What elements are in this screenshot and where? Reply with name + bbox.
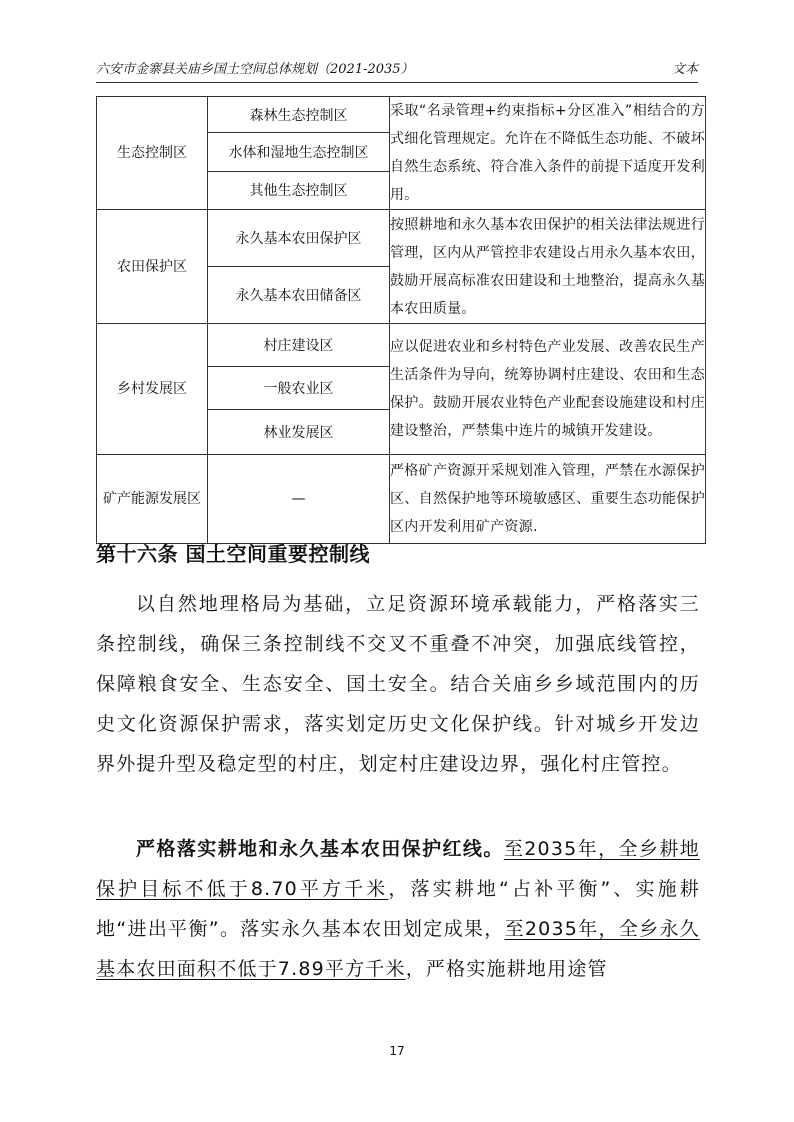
page-number: 17 [389, 1044, 405, 1058]
sub-zone: 村庄建设区 [208, 324, 390, 367]
header-title: 六安市金寨县关庙乡国土空间总体规划（2021-2035） [96, 62, 414, 77]
header-label: 文本 [671, 62, 698, 77]
sub-zone: 水体和湿地生态控制区 [208, 133, 390, 171]
zone-description: 按照耕地和永久基本农田保护的相关法律法规进行管理，区内从严管控非农建设占用永久基本农田，鼓励开展高标准农田建设和土地整治，提高永久基本农田质量。 [390, 210, 706, 324]
table-row [97, 455, 706, 544]
sub-zone: 一般农业区 [208, 367, 390, 410]
zone-name: 乡村发展区 [97, 324, 208, 455]
sub-zone: 林业发展区 [208, 410, 390, 455]
header-divider [96, 82, 698, 83]
sub-zone: 永久基本农田储备区 [208, 267, 390, 324]
zone-name: 农田保护区 [97, 210, 208, 324]
zone-name: 矿产能源发展区 [97, 455, 208, 544]
zone-table [96, 96, 706, 544]
farmland-text: ，落实耕地“占补平衡”、实施耕地“进出平衡”。落实永久基本农田划定成果， [96, 878, 701, 940]
section-heading: 第十六条 国土空间重要控制线 [96, 542, 370, 566]
sub-zone: 其他生态控制区 [208, 171, 390, 209]
table-row [97, 97, 706, 133]
basic-farmland-target: 至2035年，全乡永久基本农田面积不低于7.89平方千米 [96, 918, 701, 980]
page-header [96, 58, 698, 78]
zone-description: 采取“名录管理+约束指标+分区准入”相结合的方式细化管理规定。允许在不降低生态功能、不破坏自然生态系统、符合准入条件的前提下适度开发利用。 [390, 97, 706, 210]
table-row [97, 210, 706, 267]
sub-zone: 森林生态控制区 [208, 97, 390, 133]
zone-description: 应以促进农业和乡村特色产业发展、改善农民生产生活条件为导向，统筹协调村庄建设、农田和生态保护。鼓励开展农业特色产业配套设施建设和村庄建设整治，严禁集中连片的城镇开发建设。 [390, 324, 706, 455]
table-row [97, 324, 706, 367]
zone-name: 生态控制区 [97, 97, 208, 210]
paragraph-control-lines: 以自然地理格局为基础，立足资源环境承载能力，严格落实三条控制线，确保三条控制线不交叉不重叠不冲突，加强底线管控，保障粮食安全、生态安全、国土安全。结合关庙乡乡域范围内的历史文化资源保护需求，落实划定历史文化保护线。针对城乡开发边界外提升型及稳定型的村庄，划定村庄建设边界，强化村庄管控。 [96, 593, 700, 775]
paragraph-farmland [96, 829, 700, 989]
sub-zone: 永久基本农田保护区 [208, 210, 390, 267]
zone-description: 严格矿产资源开采规划准入管理，严禁在水源保护区、自然保护地等环境敏感区、重要生态功能保护区内开发利用矿产资源. [390, 455, 706, 544]
sub-zone: — [208, 455, 390, 544]
farmland-target: 至2035年，全乡耕地保护目标不低于8.70平方千米 [96, 838, 700, 900]
farmland-lead: 严格落实耕地和永久基本农田保护红线。 [136, 838, 504, 860]
farmland-text-end: ，严格实施耕地用途管 [405, 958, 608, 980]
